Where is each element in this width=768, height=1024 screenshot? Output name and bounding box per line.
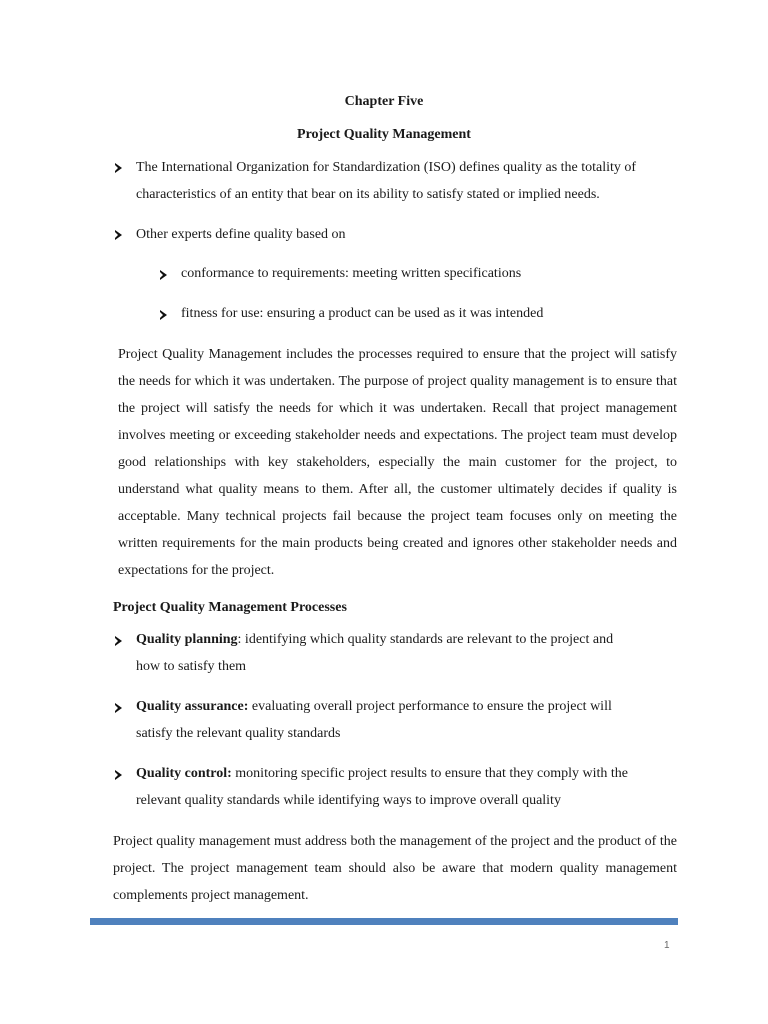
arrow-bullet-icon <box>115 163 122 173</box>
process-quality-planning <box>136 632 613 648</box>
process-description: : identifying which quality standards are relevant to the project and <box>237 632 614 647</box>
process-term: Quality control: <box>136 766 232 781</box>
arrow-bullet-icon <box>115 703 122 713</box>
process-term: Quality assurance: <box>136 699 249 714</box>
paragraph-quality-management: Project Quality Management includes the processes required to ensure that the project will satisfy the needs for which it was undertaken. The purpose of project quality management is to ensure that the project will satisfy the needs for which it was undertaken. Recall that project management involves meeting or exceeding stakeholder needs and expectations. The project team must develop good relationships with key stakeholders, especially the main customer for the project, to understand what quality means to them. After all, the customer ultimately decides if quality is acceptable. Many technical projects fail because the project team focuses only on meeting the written requirements for the main products being created and ignores other stakeholder needs and expectations for the project. <box>118 347 677 578</box>
process-quality-control <box>136 766 628 782</box>
page-number: 1 <box>664 940 670 951</box>
process-quality-planning-line2: how to satisfy them <box>136 659 247 674</box>
arrow-bullet-icon <box>115 636 122 646</box>
sub-bullet-1: conformance to requirements: meeting written specifications <box>181 266 522 281</box>
chapter-title: Chapter Five <box>344 94 424 109</box>
process-description: evaluating overall project performance to ensure the project will <box>248 699 612 714</box>
arrow-bullet-icon <box>115 770 122 780</box>
intro-bullet-2-line1: Other experts define quality based on <box>136 227 346 242</box>
process-quality-assurance <box>136 699 612 715</box>
sub-bullet-2: fitness for use: ensuring a product can be used as it was intended <box>181 306 544 321</box>
intro-bullet-1-line2: characteristics of an entity that bear on its ability to satisfy stated or implied needs. <box>136 187 600 202</box>
intro-bullet-1-line1: The International Organization for Standardization (ISO) defines quality as the totality of <box>136 160 637 175</box>
process-term: Quality planning <box>136 632 238 647</box>
arrow-bullet-icon <box>160 310 167 320</box>
process-quality-control-line2: relevant quality standards while identifying ways to improve overall quality <box>136 793 561 808</box>
process-description: monitoring specific project results to ensure that they comply with the <box>231 766 628 781</box>
arrow-bullet-icon <box>160 270 167 280</box>
paragraph-modern-quality: Project quality management must address both the management of the project and the product of the project. The project management team should also be aware that modern quality management complements project management. <box>113 834 677 903</box>
footer-rule <box>90 918 678 925</box>
process-quality-assurance-line2: satisfy the relevant quality standards <box>136 726 341 741</box>
arrow-bullet-icon <box>115 230 122 240</box>
processes-heading: Project Quality Management Processes <box>113 600 347 615</box>
section-title: Project Quality Management <box>297 127 471 142</box>
